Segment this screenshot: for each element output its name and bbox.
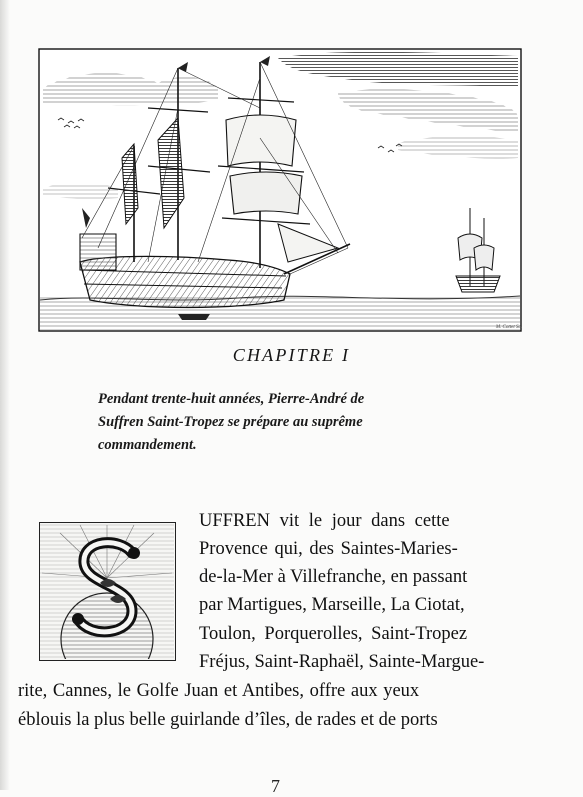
sailing-ship-icon [38, 48, 522, 332]
chapter-summary [98, 388, 478, 457]
summary-line: Pendant trente-huit années, Pierre-André de [98, 391, 365, 407]
body-line: rite, Cannes, le Golfe Juan et Antibes, offre aux yeux [18, 681, 420, 701]
body-line: Provence qui, des Saintes-Maries- [199, 539, 458, 559]
page-edge-shadow [0, 0, 10, 790]
body-line: éblouis la plus belle guirlande d’îles, de rades et de ports [18, 710, 438, 730]
drop-cap [39, 522, 176, 661]
summary-line: commandement. [98, 437, 197, 453]
ornate-letter-s-icon [40, 523, 174, 659]
page-number: 7 [271, 776, 280, 796]
body-line: par Martigues, Marseille, La Ciotat, [199, 595, 465, 615]
engraver-credit: M. Cottet Sc. [495, 325, 522, 330]
body-line: Fréjus, Saint-Raphaël, Sainte-Margue- [199, 652, 485, 672]
body-line: de-la-Mer à Villefranche, en passant [199, 567, 468, 587]
body-line: UFFREN vit le jour dans cette [199, 511, 450, 531]
summary-line: Suffren Saint-Tropez se prépare au suprême [98, 414, 363, 430]
ship-engraving [38, 48, 522, 332]
body-line: Toulon, Porquerolles, Saint-Tropez [199, 624, 468, 644]
chapter-title: CHAPITRE I [232, 345, 351, 365]
